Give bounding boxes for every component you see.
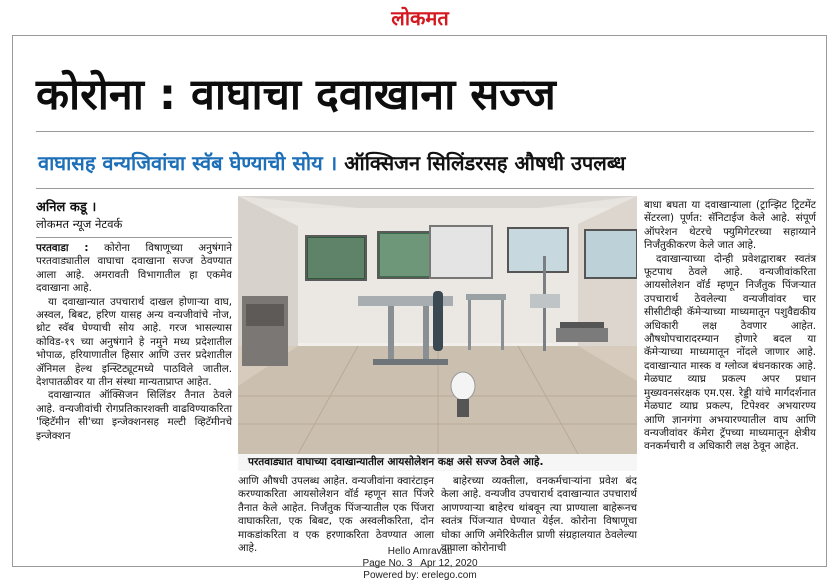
author-name: अनिल कडू । bbox=[36, 200, 97, 215]
footer-powered-by: Powered by: erelego.com bbox=[363, 570, 477, 581]
subhead-black: ऑक्सिजन सिलिंडरसह औषधी उपलब्ध bbox=[344, 151, 626, 175]
paragraph: बाधा बघता या दवाखान्याला (ट्रान्झिट ट्रिटमेंट सेंटरला) पूर्णत: सॅनिटाईज केले आहे. संपूर्ण ऑपरेशन थेटरचे फ्युमिगेटरच्या सहाय्याने निर्जंतुकीकरण केले जात आहे. bbox=[644, 199, 816, 252]
paragraph: बाहेरच्या व्यक्तीला, वनकर्मचाऱ्यांना प्रवेश बंद केला आहे. वन्यजीव उपचारार्थ दवाखान्यात उपचारार्थ आणण्याऱ्या बाहेरच थांबवून त्या प्राण्याला बाहेरूनच स्वतंत्र पिंजऱ्यात घेण्यात येईल. कोरोना विषाणूचा धोका आणि अमेरिकेतील प्राणी संग्रहालयात ठेवलेल्या वाघाला कोरोनाची bbox=[441, 475, 637, 555]
footer-source: Hello Amravati bbox=[387, 546, 453, 557]
headline: कोरोना : वाघाचा दवाखाना सज्ज bbox=[36, 70, 556, 120]
footer-page-date: Page No. 3 Apr 12, 2020 bbox=[362, 558, 478, 569]
paragraph: आणि औषधी उपलब्ध आहेत. वन्यजीवांना क्वारंटाइन करण्याकरिता आयसोलेशन वॉर्ड म्हणून सात पिंजरे तैनात केले आहेत. निर्जंतुक पिंजऱ्यातील एक पिंजरा वाघाकरिता, एक बिबट, एक अस्वलीकरिता, दोन माकडांकरिता व एक हरणाकरिता ठेवण्यात आला आहे. bbox=[238, 475, 434, 555]
byline bbox=[36, 199, 236, 232]
paragraph: दवाखान्यात ऑक्सिजन सिलिंडर तैनात ठेवले आहे. वन्यजीवांची रोगप्रतिकारशक्ती वाढविण्याकरिता 'व्हिटॅमीन सी'च्या इन्जेक्शनसह मल्टी व्हिटॅमीनचे इन्जेक्शन bbox=[36, 389, 232, 442]
dateline: परतवाडा : bbox=[36, 242, 89, 254]
paragraph: या दवाखान्यात उपचारार्थ दाखल होणाऱ्या वाघ, अस्वल, बिबट, हरिण यासह अन्य वन्यजीवांचे नोज, थ्रोट स्वॅब घेण्याची सोय आहे. गरज भासल्यास कोविड-१९ च्या अनुषंगाने हे नमुने मध्य प्रदेशातील भोपाळ, हरियाणातील हिसार आणि उत्तर प्रदेशातील ॲनिमल हेल्थ इन्स्टिट्यूटमध्ये पाठविले जातील. देशपातळीवर या तीन संस्था मान्यताप्राप्त आहेत. bbox=[36, 295, 232, 389]
headline-rule-top bbox=[36, 131, 814, 132]
lokmat-logo: लोकमत bbox=[391, 6, 449, 30]
isolation-ward-photo bbox=[238, 196, 637, 454]
paragraph: दवाखान्याच्या दोन्ही प्रवेशद्वाराबर स्वतंत्र फूटपाथ ठेवले आहे. वन्यजीवांकरिता आयसोलेशन वॉर्ड म्हणून निर्जंतुक पिंजऱ्यात उपचारार्थ ठेवलेल्या वन्यजीवांवर चार सीसीटीव्ही कॅमेऱ्याच्या माध्यमातून पशुवैद्यकीय अधिकारी लक्ष ठेवणार आहेत. औषधोपचारादरम्यान होणारे बदल या कॅमेऱ्याच्या माध्यमातून नोंदले जाणार आहे. दवाखान्यात मास्क व ग्लोव्ज बंधनकारक आहे. मेळघाट व्याघ्र प्रकल्प अपर प्रधान मुख्यवनसंरक्षक एम.एस. रेड्डी यांचे मार्गदर्शनात मेळघाट व्याघ्र प्रकल्प, टिपेश्वर अभयारण्य आणि ज्ञानगंगा अभयारण्यातील वाघ आणि वन्यजीवांवर कॅमेरा ट्रॅपच्या माध्यमातून क्षेत्रीय वनकर्मचारी व अधिकारी लक्ष ठेवून आहेत. bbox=[644, 252, 816, 453]
article-column-1 bbox=[36, 242, 232, 562]
article-column-4 bbox=[644, 199, 816, 563]
photo-caption: परतवाड्यात वाघाच्या दवाखान्यातील आयसोलेशन कक्ष असे सज्ज ठेवले आहे. bbox=[238, 454, 637, 471]
paragraph-text: कोरोना विषाणूच्या अनुषंगाने परतवाड्यातील वाघाचा दवाखाना सज्ज ठेवण्यात आला आहे. अमरावती विभागातील हा एकमेव दवाखाना आहे. bbox=[36, 242, 232, 295]
article-photo bbox=[238, 196, 637, 455]
author-org: लोकमत न्यूज नेटवर्क bbox=[36, 217, 123, 231]
byline-rule bbox=[36, 237, 232, 238]
paragraph bbox=[36, 242, 232, 296]
subhead-rule bbox=[36, 188, 814, 189]
subhead-blue: वाघासह वन्यजिवांचा स्वॅब घेण्याची सोय । bbox=[38, 151, 338, 175]
subheadline bbox=[38, 145, 818, 181]
